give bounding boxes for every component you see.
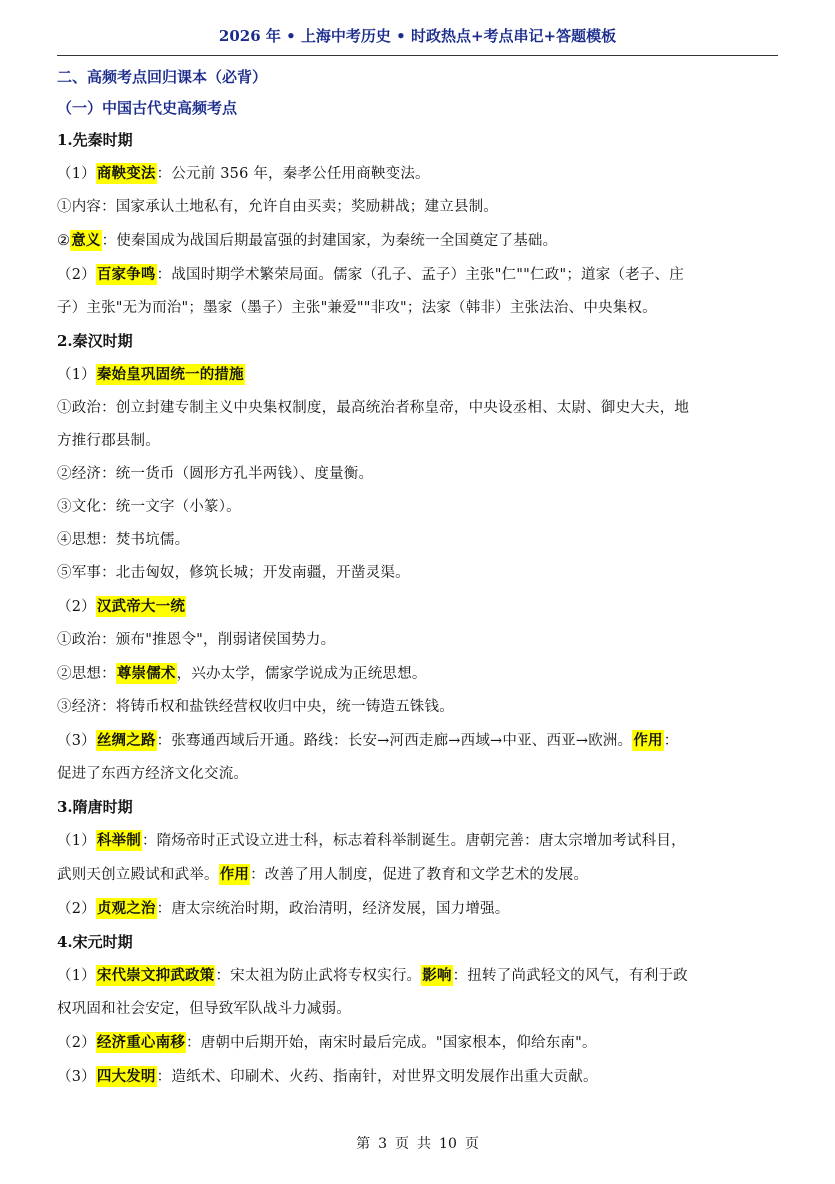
period-heading-song-yuan: 4.宋元时期 [57,933,133,951]
line-text: ：造纸术、印刷术、火药、指南针，对世界文明发展作出重大贡献。 [156,1069,598,1085]
line-prefix: （1） [57,367,96,383]
line-text: ：使秦国成为战国后期最富强的封建国家，为秦统一全国奠定了基础。 [101,233,558,249]
line-prefix: （3） [57,733,96,749]
paragraph-line: ③经济：将铸币权和盐铁经营权收归中央，统一铸造五铢钱。 [57,699,454,715]
paragraph-line: 方推行郡县制。 [57,433,160,449]
highlighted-term: 尊崇儒术 [116,665,176,682]
line-text: ：张骞通西域后开通。路线：长安→河西走廊→西域→中亚、西亚→欧洲。 [156,733,633,749]
highlighted-term: 丝绸之路 [96,732,156,749]
section-subtitle: （一）中国古代史高频考点 [57,99,238,117]
paragraph-line: 促进了东西方经济文化交流。 [57,766,249,782]
paragraph-line: 权巩固和社会安定，但导致军队战斗力减弱。 [57,1001,351,1017]
line-text: ：改善了用人制度，促进了教育和文学艺术的发展。 [250,867,589,883]
line-prefix: （3） [57,1069,96,1085]
line-text: ：唐太宗统治时期，政治清明，经济发展，国力增强。 [156,901,510,917]
line-prefix: （2） [57,901,96,917]
line-text: ：扭转了尚武轻文的风气，有利于政 [452,968,688,984]
highlighted-term: 作用 [219,866,250,883]
paragraph-line [57,724,779,758]
footer-word: 页 [464,1136,479,1152]
paragraph-line [57,157,779,191]
line-prefix: （2） [57,599,96,615]
line-text: ： [663,733,679,749]
line-prefix: （1） [57,968,96,984]
line-text: ：公元前 356 年，秦孝公任用商鞅变法。 [156,166,430,182]
paragraph-line: 子）主张"无为而治"；墨家（墨子）主张"兼爱""非攻"；法家（韩非）主张法治、中央集权。 [57,300,657,316]
paragraph-line [57,258,779,292]
highlighted-term: 百家争鸣 [96,266,156,283]
paragraph-line: ①内容：国家承认土地私有，允许自由买卖；奖励耕战；建立县制。 [57,199,498,215]
paragraph-line [57,892,779,926]
highlighted-term: 四大发明 [96,1068,156,1085]
paragraph-line [57,858,779,892]
line-prefix: （1） [57,833,96,849]
section-title: 二、高频考点回归课本（必背） [57,68,268,86]
header-title: 2026 年 • 上海中考历史 • 时政热点+考点串记+答题模板 [218,27,617,45]
paragraph-line [57,590,779,624]
paragraph-line: ②经济：统一货币（圆形方孔半两钱）、度量衡。 [57,466,374,482]
highlighted-term: 作用 [633,732,663,749]
paragraph-line: ⑤军事：北击匈奴，修筑长城；开发南疆，开凿灵渠。 [57,565,410,581]
footer-word: 共 [417,1136,432,1152]
paragraph-line [57,657,779,691]
paragraph-line: ④思想：焚书坑儒。 [57,532,190,548]
highlighted-term: 经济重心南移 [96,1034,186,1051]
period-heading-sui-tang: 3.隋唐时期 [57,798,133,816]
highlighted-term: 科举制 [96,832,141,849]
paragraph-line [57,224,779,258]
line-text: ：战国时期学术繁荣局面。儒家（孔子、孟子）主张"仁""仁政"；道家（老子、庄 [156,267,684,283]
highlighted-term: 意义 [71,232,101,249]
period-heading-qin-han: 2.秦汉时期 [57,332,133,350]
total-pages: 10 [439,1136,457,1152]
paragraph-line [57,1060,779,1094]
highlighted-term: 秦始皇巩固统一的措施 [96,366,244,383]
highlighted-term: 影响 [422,967,452,984]
highlighted-term: 商鞅变法 [96,165,156,182]
footer-word: 页 [395,1136,410,1152]
page-footer [0,1133,835,1153]
paragraph-line: ③文化：统一文字（小篆）。 [57,499,241,515]
line-text: ：隋炀帝时正式设立进士科，标志着科举制诞生。唐朝完善：唐太宗增加考试科目， [141,833,686,849]
footer-word: 第 [356,1136,371,1152]
line-text: ：宋太祖为防止武将专权实行。 [215,968,422,984]
document-body [57,62,779,1094]
line-text: ：唐朝中后期开始，南宋时最后完成。"国家根本，仰给东南"。 [186,1035,597,1051]
page-header [57,16,778,56]
line-text: ，兴办太学，儒家学说成为正统思想。 [176,666,427,682]
line-prefix: ②思想： [57,666,116,682]
page-number: 3 [378,1136,388,1152]
line-prefix: （2） [57,1035,96,1051]
line-prefix: 武则天创立殿试和武举。 [57,867,219,883]
line-prefix: （1） [57,166,96,182]
highlighted-term: 汉武帝大一统 [96,598,186,615]
paragraph-line [57,959,779,993]
paragraph-line: ①政治：颁布"推恩令"，削弱诸侯国势力。 [57,632,336,648]
line-prefix: ② [57,233,71,249]
paragraph-line [57,824,779,858]
paragraph-line [57,358,779,392]
highlighted-term: 贞观之治 [96,900,156,917]
paragraph-line: ①政治：创立封建专制主义中央集权制度，最高统治者称皇帝，中央设丞相、太尉、御史大夫，地 [57,400,690,416]
line-prefix: （2） [57,267,96,283]
period-heading-pre-qin: 1.先秦时期 [57,131,133,149]
paragraph-line [57,1026,779,1060]
highlighted-term: 宋代崇文抑武政策 [96,967,215,984]
